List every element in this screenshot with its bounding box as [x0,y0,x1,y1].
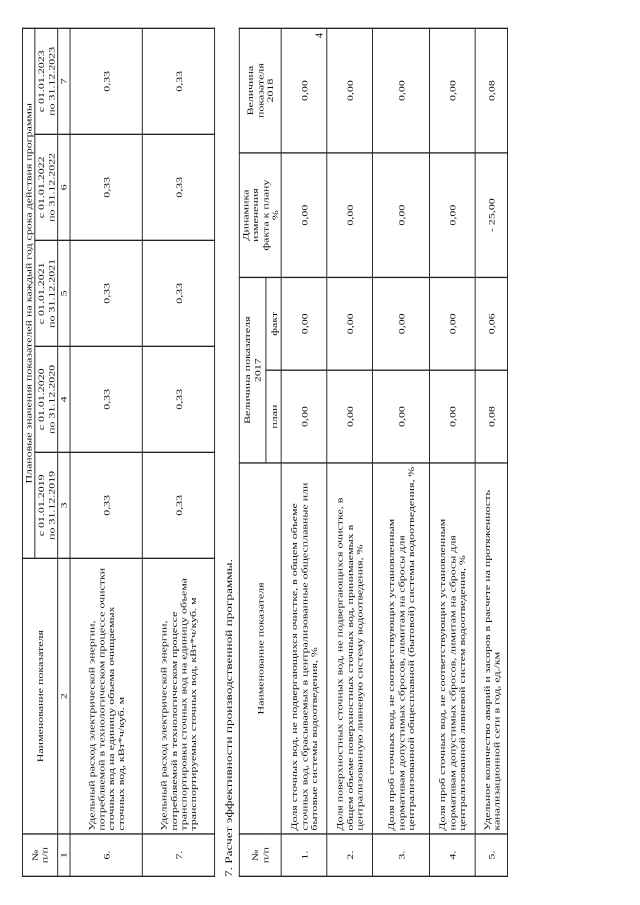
table1-header-num: № п/п [22,834,57,876]
row-number: 7. [143,834,215,876]
indicator-value: 0,33 [143,346,215,452]
value-2018: 0,00 [373,28,430,153]
row-number: 4. [430,834,476,876]
table1-header-group: Плановые значения показателей на каждый год срока действия программы [22,28,35,558]
indicator-name: Доля сточных вод, не подвергающихся очистке, в общем объеме сточных вод, сбрасываемых в централизованные общесплавные или бытовые системы водоотведения, % [282,463,328,834]
table1-col-number: 2 [58,558,71,834]
value-2018: 0,00 [430,28,476,153]
row-number: 6. [70,834,142,876]
indicator-value: 0,33 [70,346,142,452]
plan-value: 0,00 [327,370,373,463]
table-row [430,28,476,876]
row-number: 5. [476,834,508,876]
dynamics-value: 0,00 [327,153,373,278]
table2-header-name: Наименование показателя [239,463,281,834]
fact-value: 0,06 [476,277,508,370]
table1-header-name: Наименование показателя [22,558,57,834]
table1-column-number-row [58,28,71,876]
rotated-content [22,29,640,877]
table1-header-period: с 01.01.2020 по 31.12.2020 [35,346,58,452]
indicator-name: Удельный расход электрической энергии, потребляемой в технологическом процессе транспортировки сточных вод на единицу объема транспортируемых сточных вод, кВт*ч/куб. м [143,558,215,834]
dynamics-value: 0,00 [282,153,328,278]
table-row [70,28,142,876]
plan-value: 0,08 [476,370,508,463]
section-title: 7. Расчет эффективности производственной программы. [224,559,236,877]
table-row [143,28,215,876]
indicator-value: 0,33 [143,28,215,134]
indicator-name: Доля проб сточных вод, не соответствующих установленным нормативам допустимых сбросов, лимитам на сбросы для централизованной ливневой систем водоотведения, % [430,463,476,834]
dynamics-value: 0,00 [430,153,476,278]
table2-header-dynamics: Динамика изменения факта к плану % [239,153,281,278]
indicator-value: 0,33 [70,452,142,558]
value-2018: 0,08 [476,28,508,153]
indicator-value: 0,33 [70,134,142,240]
table2-header-plan: план [266,370,281,463]
indicator-name: Доля поверхностных сточных вод, не подвергающихся очистке, в общем объеме поверхностных сточных вод, принимаемых в централизованную ливневую систему водоотведения, % [327,463,373,834]
table2-header-value2018: Величина показателя 2018 [239,28,281,153]
table-row [476,28,508,876]
table1-header-period: с 01.01.2019 по 31.12.2019 [35,452,58,558]
indicator-name: Доля проб сточных вод, не соответствующих установленным нормативам допустимых сбросов, лимитам на сбросы для централизованной общесплавной (бытовой) системы водоотведения, % [373,463,430,834]
content-canvas [22,29,631,877]
plan-value: 0,00 [430,370,476,463]
table1-col-number: 7 [58,28,71,134]
table1-col-number: 4 [58,346,71,452]
indicator-value: 0,33 [70,240,142,346]
row-number: 1. [282,834,328,876]
efficiency-table [239,28,508,877]
table2-header-row-1 [239,28,266,876]
indicator-value: 0,33 [143,452,215,558]
value-2018: 0,00 [282,28,328,153]
indicator-name: Удельное количество аварий и засоров в расчете на протяженность канализационной сети в год, ед./км [476,463,508,834]
dynamics-value: - 25,00 [476,153,508,278]
table2-header-num: № п/п [239,834,281,876]
plan-value: 0,00 [373,370,430,463]
plan-value: 0,00 [282,370,328,463]
fact-value: 0,00 [282,277,328,370]
table-row [327,28,373,876]
page-number: 4 [314,33,326,38]
indicator-value: 0,33 [143,240,215,346]
table1-header-period: с 01.01.2023 по 31.12.2023 [35,28,58,134]
row-number: 2. [327,834,373,876]
indicators-plan-table [22,28,215,877]
value-2018: 0,00 [327,28,373,153]
indicator-name: Удельный расход электрической энергии, потребляемой в технологическом процессе очистки сточных вод на единицу объема очищаемых сточных вод, кВт*ч/куб. м [70,558,142,834]
fact-value: 0,00 [373,277,430,370]
table1-col-number: 6 [58,134,71,240]
indicator-value: 0,33 [143,134,215,240]
table2-header-value2017: Величина показателя 2017 [239,277,266,463]
fact-value: 0,00 [327,277,373,370]
indicator-value: 0,33 [70,28,142,134]
table1-col-number: 1 [58,834,71,876]
row-number: 3. [373,834,430,876]
table1-header-row-1 [22,28,35,876]
table1-header-period: с 01.01.2022 по 31.12.2022 [35,134,58,240]
table-row [373,28,430,876]
table-row [282,28,328,876]
fact-value: 0,00 [430,277,476,370]
table1-col-number: 5 [58,240,71,346]
table1-header-period: с 01.01.2021 по 31.12.2021 [35,240,58,346]
dynamics-value: 0,00 [373,153,430,278]
table2-header-fact: факт [266,277,281,370]
table1-col-number: 3 [58,452,71,558]
